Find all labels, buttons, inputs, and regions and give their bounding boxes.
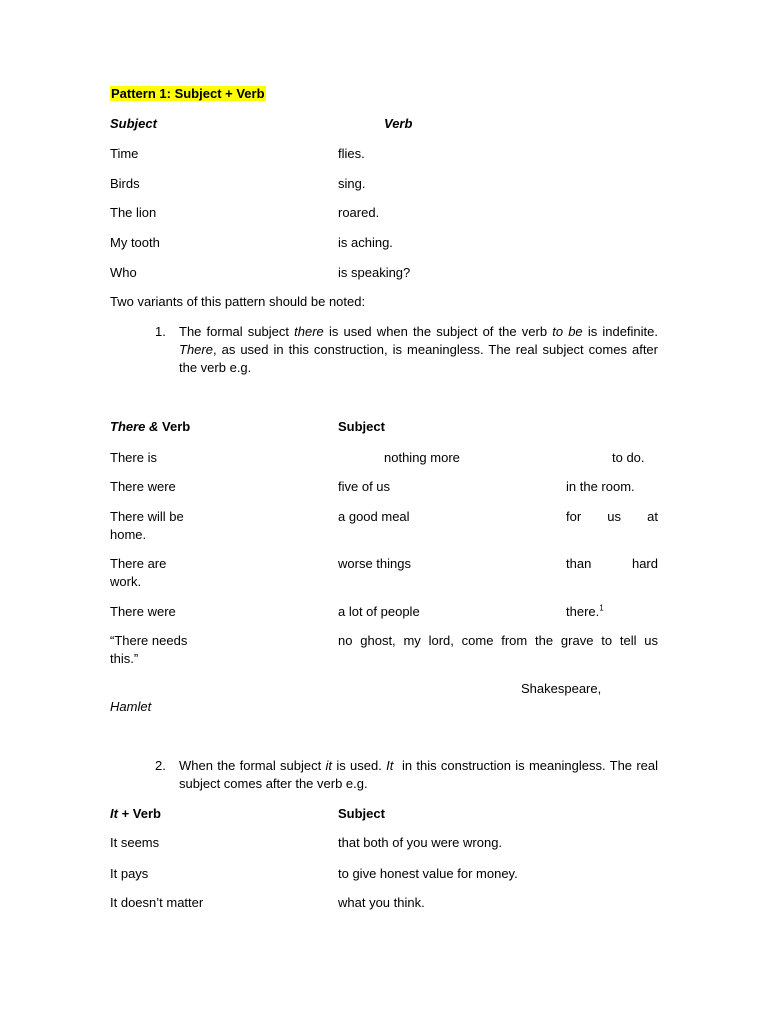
table1-row-verb: is speaking? <box>338 265 411 280</box>
table2-col-c <box>566 556 658 572</box>
table1-row-subject: My tooth <box>110 235 160 250</box>
header-verb: + Verb <box>117 806 161 821</box>
table1-row-subject: Who <box>110 265 137 280</box>
table2-col-a: There are <box>110 556 167 571</box>
word: hard <box>631 556 658 571</box>
table2-col-a: There is <box>110 450 157 465</box>
table1-header-subject: Subject <box>110 116 157 131</box>
table3-col-a: It doesn’t matter <box>110 895 204 910</box>
table2-col-a: There were <box>110 479 176 494</box>
table1-row-verb: sing. <box>338 176 366 191</box>
table2-col-a-wrap: this.” <box>110 651 139 666</box>
table1-header-verb: Verb <box>384 116 413 131</box>
text-run: When the formal subject <box>179 758 326 773</box>
word: at <box>647 509 658 524</box>
text-run: , as used in this construction, is meaningless. The real subject comes after the verb e.g. <box>179 342 658 375</box>
italic-term: there <box>294 324 324 339</box>
word: than <box>566 556 592 571</box>
italic-term: There <box>179 342 213 357</box>
table2-col-b-quote: no ghost, my lord, come from the grave to tell us <box>338 633 658 648</box>
text-run: is used when the subject of the verb <box>323 324 553 339</box>
table2-col-a: There will be <box>110 509 184 524</box>
variants-intro: Two variants of this pattern should be noted: <box>110 294 366 309</box>
italic-term: to be <box>552 324 583 339</box>
italic-term: it <box>325 758 333 773</box>
header-there: There & <box>110 419 159 434</box>
pattern-title-text: Pattern 1: Subject + Verb <box>111 86 265 101</box>
word: for <box>566 509 582 524</box>
table2-col-b: a lot of people <box>338 604 420 619</box>
table1-row-verb: is aching. <box>338 235 393 250</box>
table2-col-c <box>566 604 604 620</box>
pattern-title <box>110 86 266 102</box>
table3-header-subject: Subject <box>338 806 385 821</box>
list-item-2-text <box>179 757 662 793</box>
word: us <box>607 509 622 524</box>
table3-col-a: It pays <box>110 866 149 881</box>
table3-col-a: It seems <box>110 835 160 850</box>
table2-col-a-wrap: work. <box>110 574 142 589</box>
table2-col-c <box>566 509 658 525</box>
footnote-ref[interactable]: 1 <box>599 603 604 613</box>
table2-header-there-verb <box>110 419 190 435</box>
header-verb: Verb <box>158 419 191 434</box>
list-item-1-text <box>179 323 658 377</box>
text-run: The formal subject <box>179 324 295 339</box>
table2-col-a-wrap: home. <box>110 527 147 542</box>
text-run: is indefinite. <box>582 324 658 339</box>
table3-header-it-verb <box>110 806 161 822</box>
table1-row-subject: Time <box>110 146 139 161</box>
text-run: there. <box>566 604 600 619</box>
quote-work-title: Hamlet <box>110 699 152 714</box>
table2-col-c: to do. <box>612 450 645 465</box>
table3-col-b: what you think. <box>338 895 425 910</box>
table3-col-b: to give honest value for money. <box>338 866 518 881</box>
table1-row-subject: The lion <box>110 205 157 220</box>
table2-col-b: nothing more <box>384 450 460 465</box>
table2-col-b: a good meal <box>338 509 410 524</box>
table1-row-verb: flies. <box>338 146 365 161</box>
table2-col-a: There were <box>110 604 176 619</box>
list-number: 1. <box>155 324 166 339</box>
header-it: It <box>110 806 118 821</box>
italic-term: It <box>386 758 394 773</box>
table2-col-a: “There needs <box>110 633 188 648</box>
quote-attribution: Shakespeare, <box>521 681 602 696</box>
table3-col-b: that both of you were wrong. <box>338 835 503 850</box>
table2-header-subject: Subject <box>338 419 385 434</box>
table2-col-b: five of us <box>338 479 391 494</box>
list-number: 2. <box>155 758 166 773</box>
text-run: in this construction is meaningless. The real subject comes after the verb e.g. <box>179 758 662 791</box>
table1-row-verb: roared. <box>338 205 380 220</box>
table2-col-b: worse things <box>338 556 411 571</box>
text-run: is used. <box>332 758 387 773</box>
table2-col-c: in the room. <box>566 479 635 494</box>
table1-row-subject: Birds <box>110 176 140 191</box>
